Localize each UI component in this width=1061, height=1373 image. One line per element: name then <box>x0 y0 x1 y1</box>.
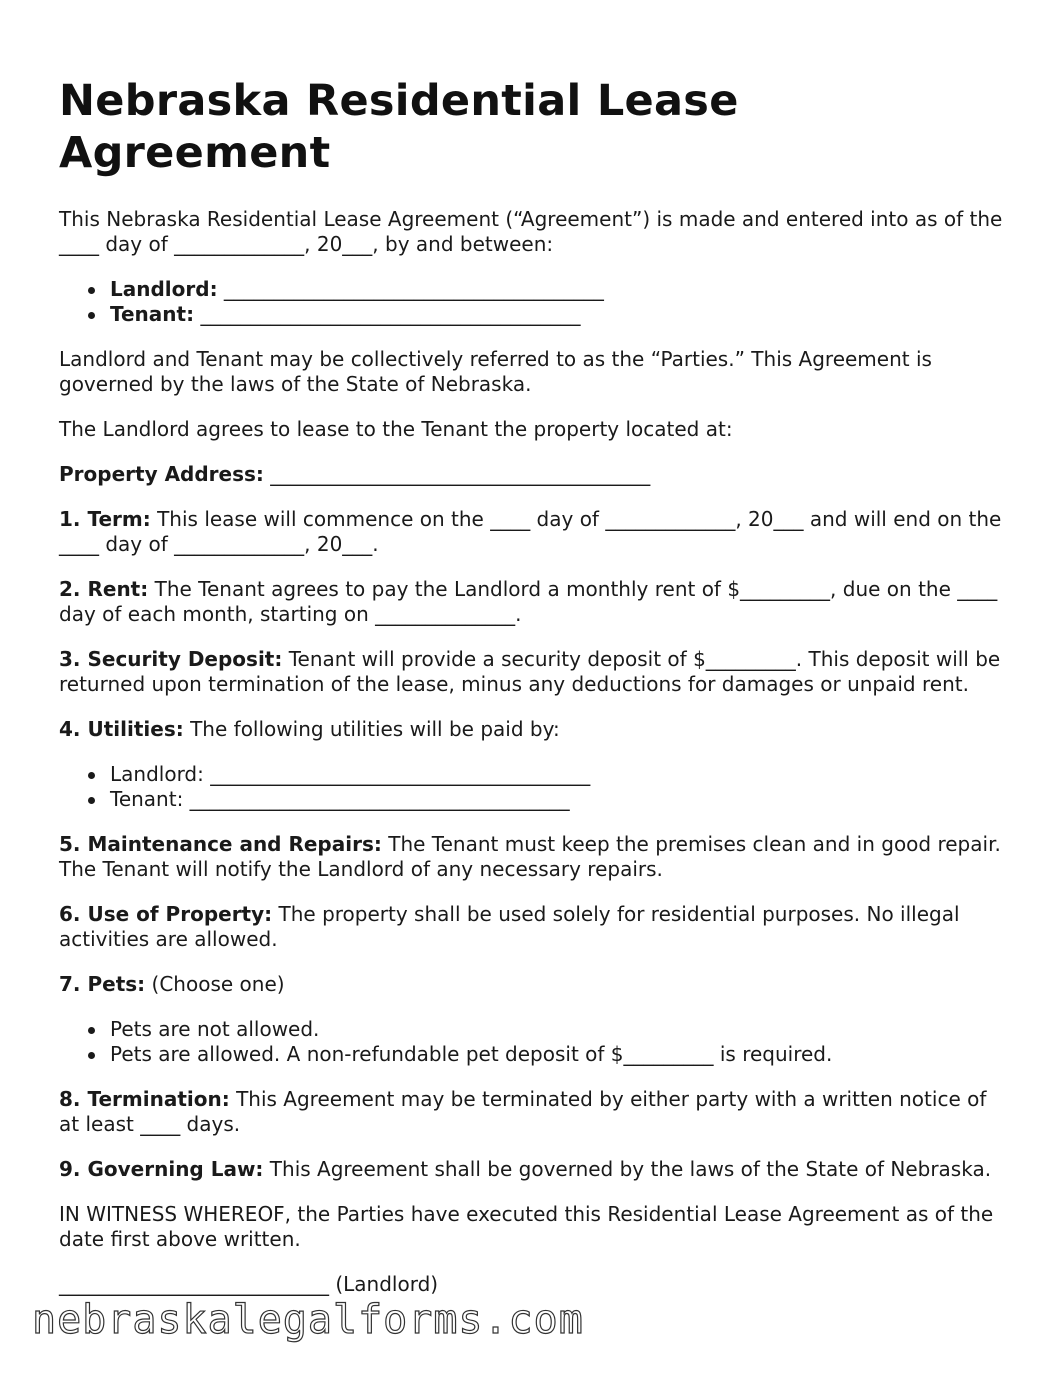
intro-paragraph: This Nebraska Residential Lease Agreement (“Agreement”) is made and entered into as of the ____ day of _____________, 20___, by and between: <box>59 207 1003 256</box>
section-maintenance: 5. Maintenance and Repairs: The Tenant must keep the premises clean and in good repair. The Tenant will notify the Landlord of any necessary repairs. <box>59 832 1001 881</box>
utilities-list <box>59 762 1009 812</box>
section-pets: 7. Pets: (Choose one) <box>59 972 285 996</box>
list-item: Pets are not allowed. <box>110 1017 1009 1042</box>
property-intro: The Landlord agrees to lease to the Tenant the property located at: <box>59 417 733 441</box>
watermark: nebraskalegalforms.com <box>32 1297 584 1343</box>
parties-list <box>59 277 1009 327</box>
list-item: Landlord: ______________________________________ <box>110 277 1009 302</box>
section-termination: 8. Termination: This Agreement may be terminated by either party with a written notice of at least ____ days. <box>59 1087 987 1136</box>
list-item: Tenant: ______________________________________ <box>110 787 1009 812</box>
witness-paragraph: IN WITNESS WHEREOF, the Parties have executed this Residential Lease Agreement as of the date first above written. <box>59 1202 994 1251</box>
section-security-deposit: 3. Security Deposit: Tenant will provide a security deposit of $_________. This deposit will be returned upon termination of the lease, minus any deductions for damages or unpaid rent. <box>59 647 1001 696</box>
document-page <box>59 0 1009 1297</box>
list-item: Landlord: ______________________________________ <box>110 762 1009 787</box>
list-item: Pets are allowed. A non-refundable pet deposit of $_________ is required. <box>110 1042 1009 1067</box>
list-item: Tenant: ______________________________________ <box>110 302 1009 327</box>
property-address: Property Address: ______________________________________ <box>59 462 651 486</box>
parties-note: Landlord and Tenant may be collectively referred to as the “Parties.” This Agreement is governed by the laws of the State of Nebraska. <box>59 347 932 396</box>
section-rent: 2. Rent: The Tenant agrees to pay the Landlord a monthly rent of $_________, due on the ____ day of each month, starting on ______________. <box>59 577 998 626</box>
section-utilities: 4. Utilities: The following utilities will be paid by: <box>59 717 560 741</box>
section-use-of-property: 6. Use of Property: The property shall be used solely for residential purposes. No illegal activities are allowed. <box>59 902 960 951</box>
pets-list <box>59 1017 1009 1067</box>
landlord-signature-line: ___________________________ (Landlord) <box>59 1272 439 1296</box>
section-term: 1. Term: This lease will commence on the ____ day of _____________, 20___ and will end on the ____ day of _____________, 20___. <box>59 507 1002 556</box>
page-title: Nebraska Residential Lease Agreement <box>59 76 739 178</box>
section-governing-law: 9. Governing Law: This Agreement shall be governed by the laws of the State of Nebraska. <box>59 1157 992 1181</box>
